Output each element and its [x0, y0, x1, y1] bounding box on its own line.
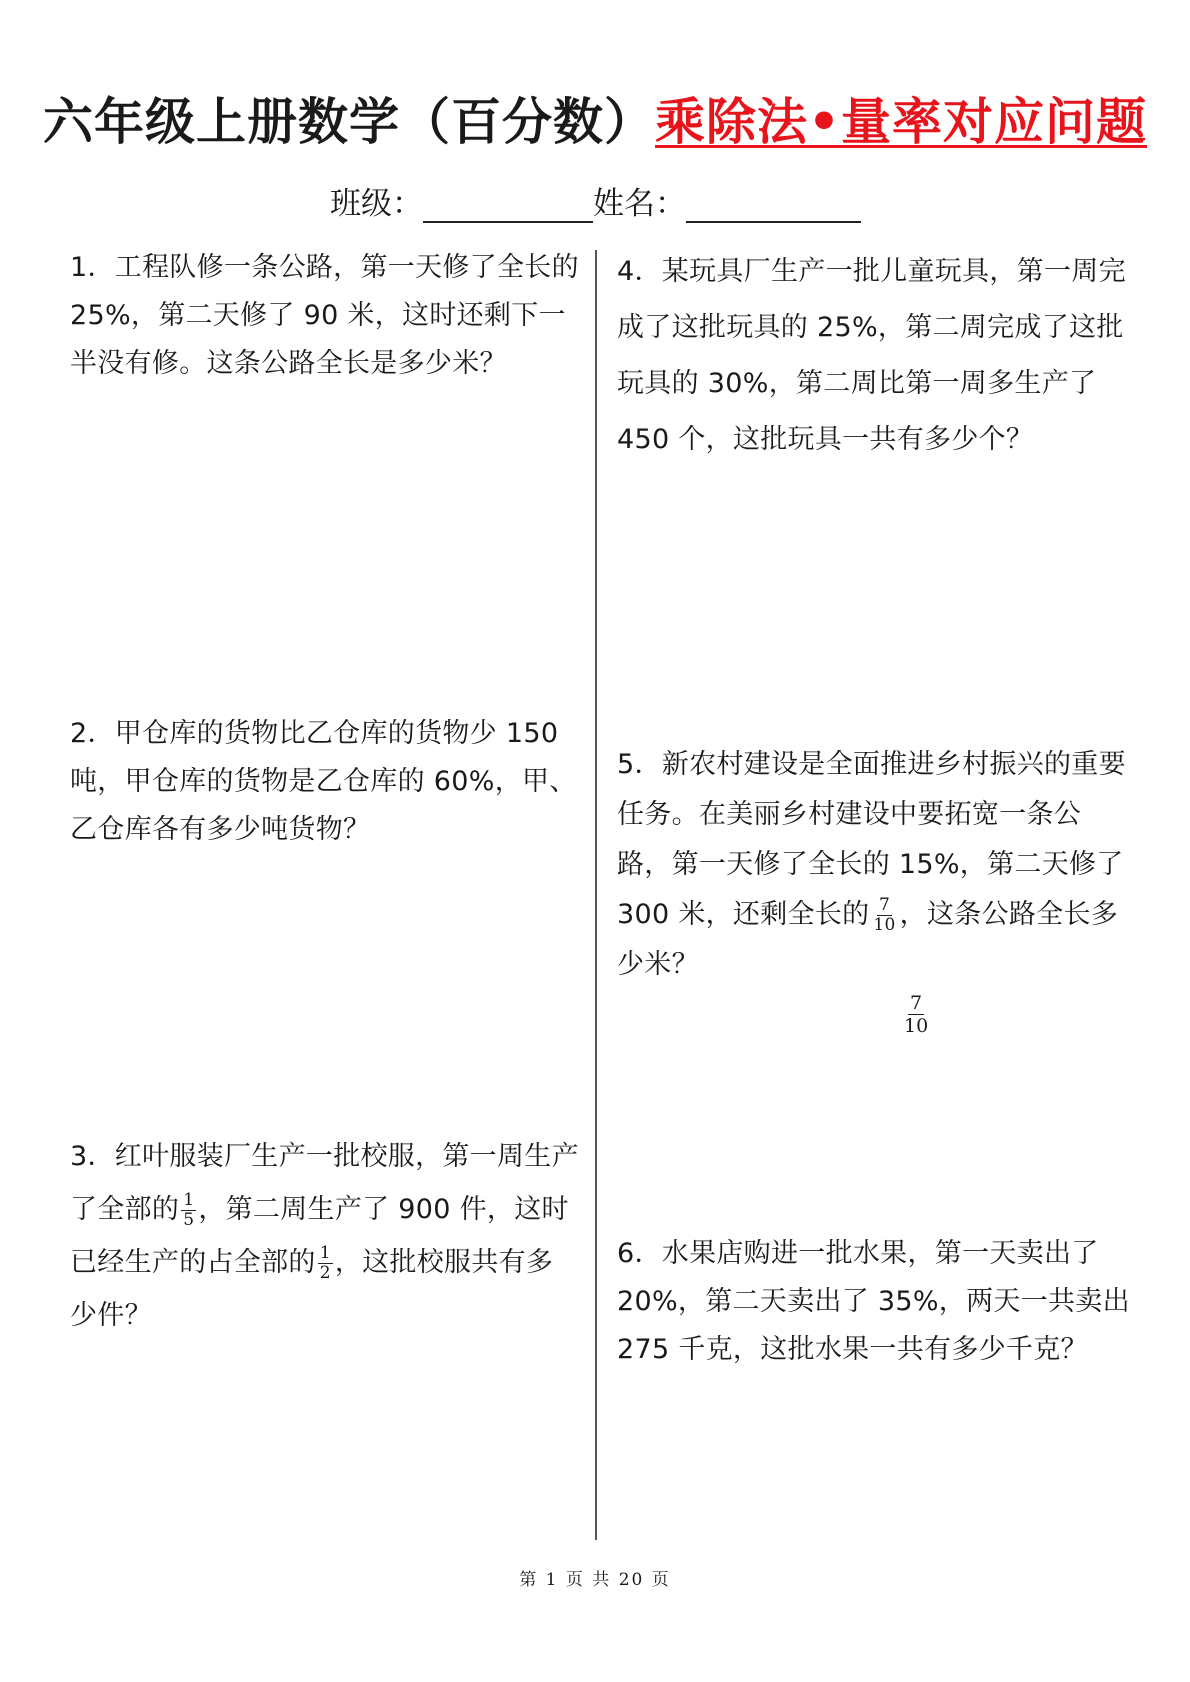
name-label: 姓名：	[593, 186, 686, 222]
question-text: ，这条公路全长多少米？	[617, 899, 1119, 980]
question-number: 4．	[617, 256, 662, 287]
question-1	[70, 244, 580, 388]
title-main: 六年级上册数学（百分数）	[43, 93, 656, 151]
question-text: ，这批校服共有多少件？	[70, 1247, 554, 1331]
question-number: 3．	[70, 1141, 115, 1172]
page-title	[0, 82, 1190, 154]
question-6	[617, 1230, 1132, 1374]
question-text: 水果店购进一批水果，第一天卖出了 20%，第二天卖出了 35%，两天一共卖出 275 千克，这批水果一共有多少千克？	[617, 1238, 1130, 1365]
question-text: 甲仓库的货物比乙仓库的货物少 150 吨，甲仓库的货物是乙仓库的 60%，甲、乙仓库各有多少吨货物？	[70, 718, 577, 845]
fraction: $\frac{1}{2}$	[319, 1243, 331, 1283]
question-text: 红叶服装厂生产一批校服，第一周生产了全部的	[70, 1141, 579, 1225]
question-2	[70, 710, 580, 854]
question-text: 某玩具厂生产一批儿童玩具，第一周完成了这批玩具的 25%，第二周完成了这批玩具的 30%，第二周比第一周多生产了 450 个，这批玩具一共有多少个？	[617, 256, 1126, 455]
class-label: 班级：	[330, 186, 423, 222]
column-divider	[595, 250, 597, 1540]
question-number: 2．	[70, 718, 115, 749]
question-text: ，第二周生产了 900 件，这时已经生产的占全部的	[70, 1194, 569, 1278]
title-topic: 乘除法•量率对应问题	[655, 93, 1147, 151]
class-blank	[423, 187, 593, 223]
question-number: 1．	[70, 252, 115, 283]
name-blank	[686, 187, 861, 223]
stray-fraction: $\frac{7}{10}$	[904, 992, 929, 1037]
page-footer: 第 1 页 共 20 页	[519, 1570, 671, 1590]
question-number: 5．	[617, 749, 662, 780]
question-text: 工程队修一条公路，第一天修了全长的 25%，第二天修了 90 米，这时还剩下一半没有修。这条公路全长是多少米？	[70, 252, 579, 379]
question-number: 6．	[617, 1238, 662, 1269]
question-3	[70, 1130, 580, 1342]
question-text: 新农村建设是全面推进乡村振兴的重要任务。在美丽乡村建设中要拓宽一条公路，第一天修了全长的 15%，第二天修了 300 米，还剩全长的	[617, 749, 1126, 930]
student-info	[330, 178, 861, 223]
question-4	[617, 244, 1132, 468]
fraction: $\frac{1}{5}$	[183, 1190, 195, 1230]
question-5	[617, 740, 1132, 990]
fraction: $\frac{7}{10}$	[873, 895, 896, 935]
